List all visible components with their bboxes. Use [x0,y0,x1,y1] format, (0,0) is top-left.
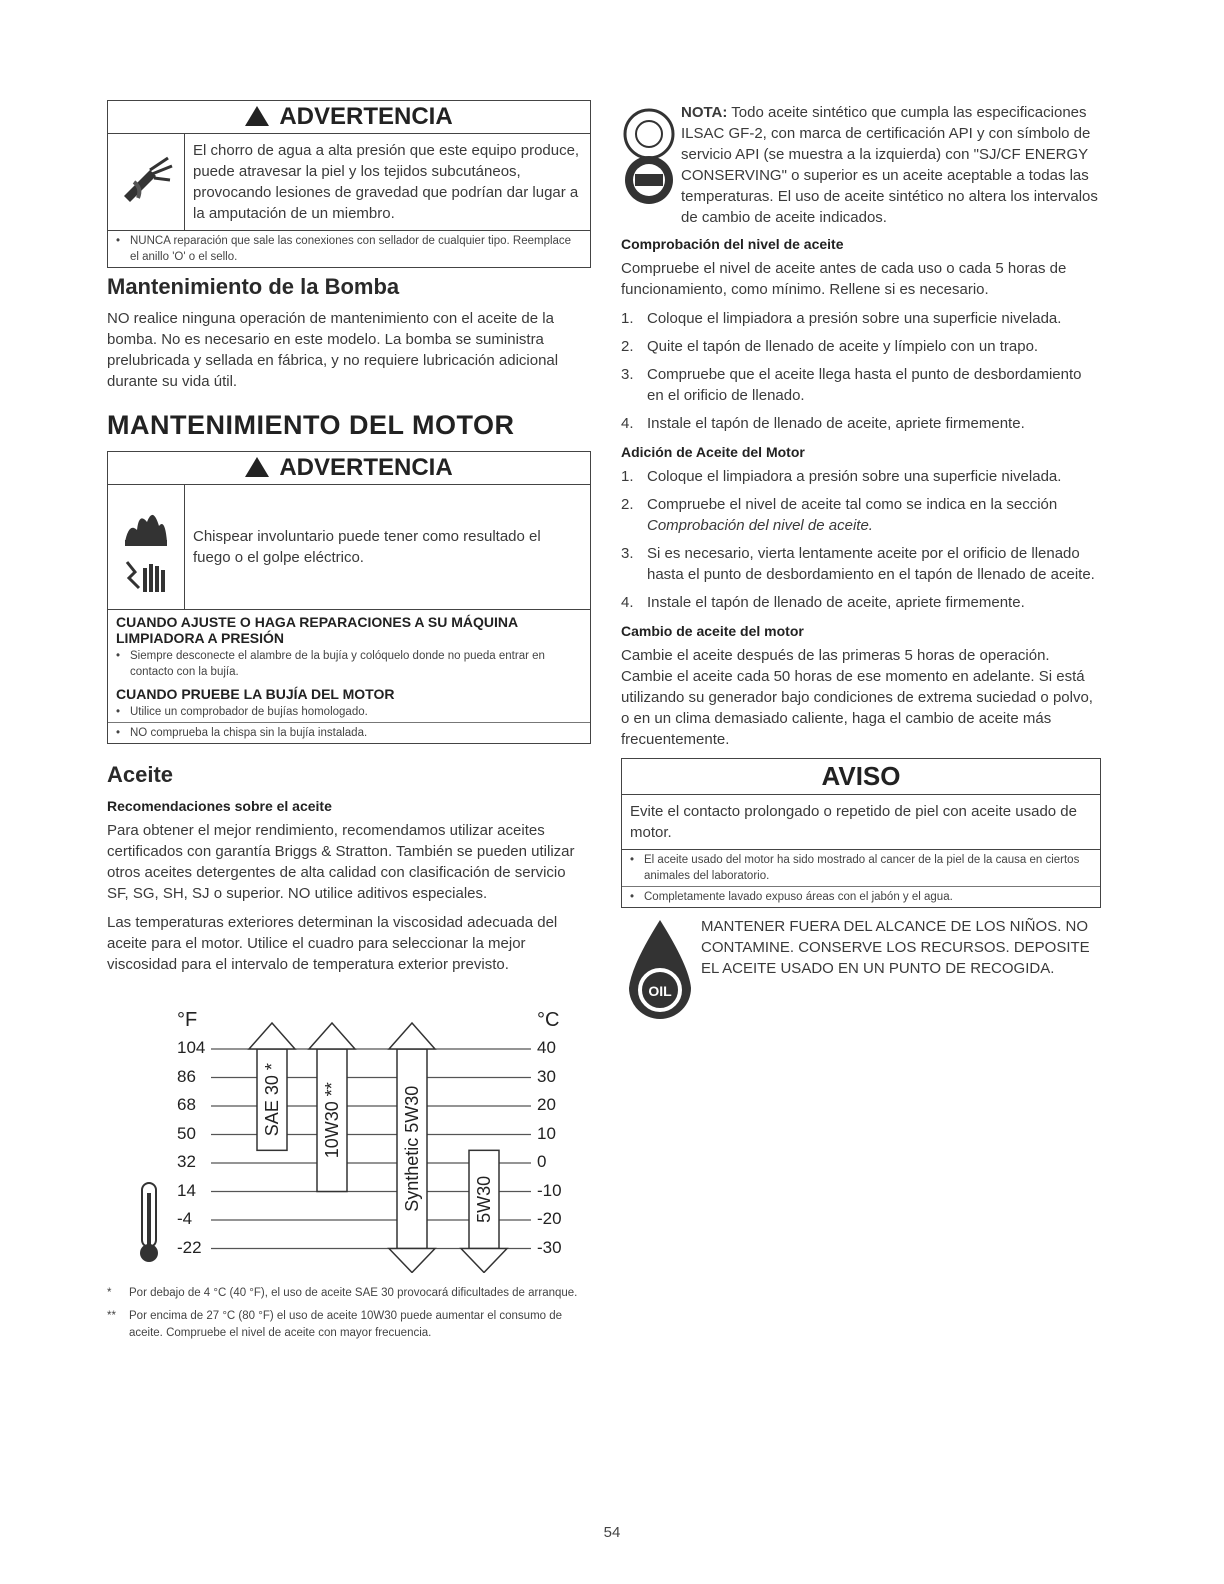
list-item-text: Si es necesario, vierta lentamente aceite por el orificio de llenado hasta el punto de desbordamiento en el tapón de llenado de aceite. [647,545,1095,583]
list-item: 4. Instale el tapón de llenado de aceite, apriete firmemente. [621,594,1025,611]
list-item: 1. Coloque el limpiadora a presión sobre una superficie nivelada. [621,468,1062,485]
warning-heading [108,452,590,485]
warning-bullet: • NO comprueba la chispa sin la bujía instalada. [108,722,590,743]
notice-bullet: • El aceite usado del motor ha sido mostrado al cancer de la piel de la causa en ciertos animales del laboratorio. [622,850,1100,886]
pump-maintenance-text: NO realice ninguna operación de mantenimiento con el aceite de la bomba. No es necesario en este modelo. La bomba se suministra prelubricada y sellada en fábrica, y no requiere lubricación adicional durante su vida útil. [107,310,559,390]
viscosity-band-label: 5W30 [474,1175,494,1223]
footnote-text: Por debajo de 4 °C (40 °F), el uso de aceite SAE 30 provocará dificultades de arranque. [129,1287,578,1299]
celsius-tick-label: -30 [537,1237,562,1257]
viscosity-band [249,1023,295,1150]
fahrenheit-axis-label: °F [177,1009,198,1031]
notice-box [621,758,1101,908]
warning-text: El chorro de agua a alta presión que este equipo produce, puede atravesar la piel y los tejidos subcutáneos, provocando lesiones de gravedad que podrían dar lugar a la amputación de un miembro. [193,142,580,222]
viscosity-band [461,1150,507,1272]
oil-viscosity-chart [107,983,591,1273]
notice-bullet: • Completamente lavado expuso áreas con el jabón y el agua. [622,886,1100,907]
band-arrow-up [389,1023,435,1049]
check-oil-text: Compruebe el nivel de aceite antes de cada uso o cada 5 horas de funcionamiento, como mínimo. Rellene si es necesario. [621,260,1067,298]
footnote-marker: ** [107,1310,116,1322]
list-item: 1. Coloque el limpiadora a presión sobre una superficie nivelada. [621,310,1062,327]
thermometer-icon [140,1183,158,1262]
fire-shock-hazard-icon [108,485,185,609]
list-item: 3. Si es necesario, vierta lentamente aceite por el orificio de llenado hasta el punto de desbordamiento en el tapón de llenado de aceite. [621,543,1101,585]
engine-maintenance-heading: MANTENIMIENTO DEL MOTOR [107,410,515,440]
notice-text: Evite el contacto prolongado o repetido de piel con aceite usado de motor. [622,795,1100,850]
celsius-axis-label: °C [537,1009,560,1031]
change-oil-heading: Cambio de aceite del motor [621,623,804,639]
band-arrow-up [309,1023,355,1049]
fahrenheit-tick-label: 104 [177,1038,206,1057]
celsius-tick-label: 40 [537,1038,556,1057]
warning-text: Chispear involuntario puede tener como resultado el fuego o el golpe eléctrico. [193,528,541,566]
warning-box-pump [107,100,591,268]
notice-heading: AVISO [622,759,1100,795]
check-oil-heading: Comprobación del nivel de aceite [621,236,844,252]
note-label: NOTA: [681,104,728,121]
viscosity-band-label: Synthetic 5W30 [402,1085,422,1212]
list-item: 3. Compruebe que el aceite llega hasta el punto de desbordamiento en el orificio de llenado. [621,364,1101,406]
viscosity-band [309,1023,355,1192]
pump-maintenance-heading: Mantenimiento de la Bomba [107,274,400,299]
list-item: 2. Quite el tapón de llenado de aceite y límpielo con un trapo. [621,338,1039,355]
footnote-10w30 [107,1308,591,1342]
viscosity-band-label: 10W30 ** [322,1082,342,1159]
oil-logo-text: OIL [648,983,672,999]
band-arrow-down [461,1249,507,1273]
band-arrow-down [389,1249,435,1273]
fahrenheit-tick-label: 32 [177,1152,196,1171]
celsius-tick-label: 0 [537,1152,547,1171]
fahrenheit-tick-label: 50 [177,1123,196,1143]
celsius-tick-label: 20 [537,1095,556,1114]
warning-subheading: CUANDO PRUEBE LA BUJÍA DEL MOTOR [116,686,395,702]
oil-heading: Aceite [107,762,174,787]
viscosity-band-label: SAE 30 * [262,1063,282,1137]
warning-heading [108,101,590,134]
list-item-text: Compruebe el nivel de aceite tal como se indica en la sección [647,496,1058,513]
note-text: Todo aceite sintético que cumpla las especificaciones ILSAC GF-2, con marca de certificación API y con símbolo de servicio API (se muestra a la izquierda) con "SJ/CF ENERGY CONSERVING" o superior es un aceite aceptable a todas las temperaturas. El uso de aceite sintético no altera los intervalos de cambio de aceite indicados. [681,104,1098,226]
warning-box-spark [107,451,591,744]
add-oil-heading: Adición de Aceite del Motor [621,444,805,460]
warning-bullet: • Utilice un comprobador de bujías homologado. [108,702,590,722]
page-number: 54 [603,1524,621,1541]
section-reference: Comprobación del nivel de aceite. [647,517,873,534]
band-arrow-up [249,1023,295,1049]
right-column [621,102,1101,1031]
celsius-tick-label: 30 [537,1066,556,1086]
oil-recommendations-heading: Recomendaciones sobre el aceite [107,798,332,814]
list-item: 2. Compruebe el nivel de aceite tal como se indica en la sección Comprobación del nivel de aceite. [621,496,1058,534]
warning-triangle-icon [245,106,269,126]
fahrenheit-tick-label: 68 [177,1095,196,1114]
fahrenheit-tick-label: 14 [177,1180,196,1200]
fahrenheit-tick-label: -4 [177,1209,193,1228]
oil-recycle-drop-icon [621,916,701,1031]
warning-title: ADVERTENCIA [279,103,453,130]
recycle-text: MANTENER FUERA DEL ALCANCE DE LOS NIÑOS. NO CONTAMINE. CONSERVE LOS RECURSOS. DEPOSITE EL ACEITE USADO EN UN PUNTO DE RECOGIDA. [701,918,1090,977]
warning-triangle-icon [245,457,269,477]
api-note [621,102,1101,228]
list-item-text: Instale el tapón de llenado de aceite, apriete firmemente. [647,415,1025,432]
list-item-text: Compruebe que el aceite llega hasta el punto de desbordamiento en el orificio de llenado. [647,366,1082,404]
warning-subheading: CUANDO AJUSTE O HAGA REPARACIONES A SU MÁQUINA LIMPIADORA A PRESIÓN [116,614,518,646]
warning-bullet: • NUNCA reparación que sale las conexiones con sellador de cualquier tipo. Reemplace el anillo 'O' o el sello. [108,231,590,267]
footnote-text: Por encima de 27 °C (80 °F) el uso de aceite 10W30 puede aumentar el consumo de aceite. Compruebe el nivel de aceite con mayor frecuencia. [129,1310,563,1339]
oil-viscosity-text: Las temperaturas exteriores determinan la viscosidad adecuada del aceite para el motor. Utilice el cuadro para seleccionar la mejor viscosidad para el intervalo de temperatura exterior previsto. [107,914,558,973]
list-item-text: Quite el tapón de llenado de aceite y límpielo con un trapo. [647,338,1039,355]
footnote-sae30 [107,1285,591,1302]
api-symbol-icon [621,102,681,228]
celsius-tick-label: -10 [537,1180,562,1200]
water-jet-hazard-icon [108,134,185,230]
warning-bullet: • Siempre desconecte el alambre de la bujía y colóquelo donde no pueda entrar en contacto con la bujía. [108,646,590,682]
list-item-text: Coloque el limpiadora a presión sobre una superficie nivelada. [647,468,1062,485]
footnote-marker: * [107,1287,112,1299]
oil-recommendations-text: Para obtener el mejor rendimiento, recomendamos utilizar aceites certificados con garantía Briggs & Stratton. También se pueden utilizar otros aceites detergentes de alta calidad con clasificación de servicio SF, SG, SH, SJ o superior. NO utilice aditivos especiales. [107,822,575,902]
celsius-tick-label: 10 [537,1123,556,1143]
fahrenheit-tick-label: -22 [177,1237,202,1257]
left-column [107,100,591,1342]
list-item-text: Instale el tapón de llenado de aceite, apriete firmemente. [647,594,1025,611]
list-item: 4. Instale el tapón de llenado de aceite, apriete firmemente. [621,415,1025,432]
celsius-tick-label: -20 [537,1209,562,1228]
recycle-notice [621,916,1101,1031]
list-item-text: Coloque el limpiadora a presión sobre una superficie nivelada. [647,310,1062,327]
change-oil-text: Cambie el aceite después de las primeras 5 horas de operación. Cambie el aceite cada 50 horas de ese momento en adelante. Si está utilizando su generador bajo condiciones de extrema suciedad o polvo, o en un clima demasiado caliente, haga el cambio de aceite más frecuentemente. [621,647,1093,748]
viscosity-band [389,1023,435,1273]
warning-title: ADVERTENCIA [279,454,453,481]
fahrenheit-tick-label: 86 [177,1066,196,1086]
